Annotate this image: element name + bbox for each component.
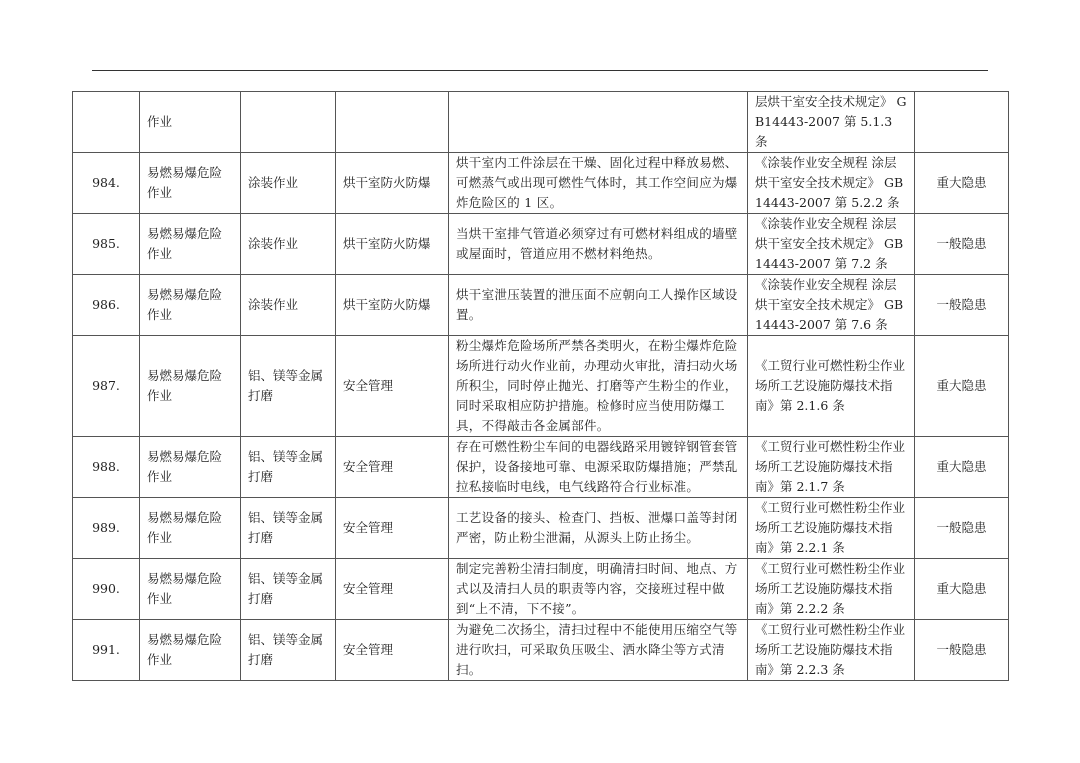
table-row — [73, 559, 1009, 620]
cell-desc: 制定完善粉尘清扫制度，明确清扫时间、地点、方式以及清扫人员的职责等内容，交接班过程中做到“上不清，下不接”。 — [449, 559, 748, 620]
cell-desc: 工艺设备的接头、检查门、挡板、泄爆口盖等封闭严密，防止粉尘泄漏，从源头上防止扬尘。 — [449, 498, 748, 559]
cell-level: 重大隐患 — [915, 336, 1009, 437]
cell-type: 铝、镁等金属打磨 — [241, 336, 336, 437]
cell-no: 991. — [73, 620, 140, 681]
cell-basis: 《涂装作业安全规程 涂层烘干室安全技术规定》 GB14443-2007 第 5.2.2 条 — [748, 153, 915, 214]
cell-no: 987. — [73, 336, 140, 437]
cell-level: 一般隐患 — [915, 275, 1009, 336]
cell-basis: 《工贸行业可燃性粉尘作业场所工艺设施防爆技术指南》第 2.2.3 条 — [748, 620, 915, 681]
cell-item: 安全管理 — [336, 437, 449, 498]
table-row — [73, 275, 1009, 336]
hazard-table — [72, 91, 1009, 681]
cell-level — [915, 92, 1009, 153]
cell-no: 985. — [73, 214, 140, 275]
cell-basis: 《涂装作业安全规程 涂层烘干室安全技术规定》 GB14443-2007 第 7.2 条 — [748, 214, 915, 275]
table-row — [73, 153, 1009, 214]
cell-no: 988. — [73, 437, 140, 498]
cell-level: 重大隐患 — [915, 559, 1009, 620]
cell-category: 易燃易爆危险作业 — [140, 498, 241, 559]
cell-item: 安全管理 — [336, 620, 449, 681]
table-row — [73, 620, 1009, 681]
cell-no — [73, 92, 140, 153]
table-row — [73, 336, 1009, 437]
table-row — [73, 214, 1009, 275]
table-row — [73, 437, 1009, 498]
cell-no: 989. — [73, 498, 140, 559]
cell-type: 涂装作业 — [241, 153, 336, 214]
cell-type: 涂装作业 — [241, 214, 336, 275]
cell-category: 易燃易爆危险作业 — [140, 153, 241, 214]
cell-type: 涂装作业 — [241, 275, 336, 336]
cell-type — [241, 92, 336, 153]
header-rule — [92, 70, 988, 71]
cell-type: 铝、镁等金属打磨 — [241, 620, 336, 681]
cell-no: 990. — [73, 559, 140, 620]
cell-no: 986. — [73, 275, 140, 336]
cell-category: 易燃易爆危险作业 — [140, 437, 241, 498]
cell-desc: 为避免二次扬尘，清扫过程中不能使用压缩空气等进行吹扫，可采取负压吸尘、洒水降尘等方式清扫。 — [449, 620, 748, 681]
cell-category: 易燃易爆危险作业 — [140, 620, 241, 681]
cell-category: 作业 — [140, 92, 241, 153]
cell-item: 安全管理 — [336, 336, 449, 437]
cell-desc: 烘干室泄压装置的泄压面不应朝向工人操作区域设置。 — [449, 275, 748, 336]
cell-level: 一般隐患 — [915, 214, 1009, 275]
cell-level: 重大隐患 — [915, 153, 1009, 214]
cell-basis: 《涂装作业安全规程 涂层烘干室安全技术规定》 GB14443-2007 第 7.6 条 — [748, 275, 915, 336]
table-row-continuation — [73, 92, 1009, 153]
cell-category: 易燃易爆危险作业 — [140, 336, 241, 437]
cell-type: 铝、镁等金属打磨 — [241, 498, 336, 559]
cell-category: 易燃易爆危险作业 — [140, 559, 241, 620]
cell-basis: 《工贸行业可燃性粉尘作业场所工艺设施防爆技术指南》第 2.2.1 条 — [748, 498, 915, 559]
cell-desc: 存在可燃性粉尘车间的电器线路采用镀锌钢管套管保护，设备接地可靠、电源采取防爆措施；严禁乱拉私接临时电线，电气线路符合行业标准。 — [449, 437, 748, 498]
cell-desc: 粉尘爆炸危险场所严禁各类明火，在粉尘爆炸危险场所进行动火作业前，办理动火审批，清扫动火场所积尘，同时停止抛光、打磨等产生粉尘的作业，同时采取相应防护措施。检修时应当使用防爆工具，不得敲击各金属部件。 — [449, 336, 748, 437]
cell-level: 重大隐患 — [915, 437, 1009, 498]
cell-level: 一般隐患 — [915, 620, 1009, 681]
cell-type: 铝、镁等金属打磨 — [241, 559, 336, 620]
cell-item: 安全管理 — [336, 498, 449, 559]
cell-desc — [449, 92, 748, 153]
cell-no: 984. — [73, 153, 140, 214]
cell-item: 安全管理 — [336, 559, 449, 620]
table-row — [73, 498, 1009, 559]
cell-basis: 层烘干室安全技术规定》 GB14443-2007 第 5.1.3 条 — [748, 92, 915, 153]
cell-basis: 《工贸行业可燃性粉尘作业场所工艺设施防爆技术指南》第 2.1.6 条 — [748, 336, 915, 437]
cell-category: 易燃易爆危险作业 — [140, 275, 241, 336]
cell-basis: 《工贸行业可燃性粉尘作业场所工艺设施防爆技术指南》第 2.1.7 条 — [748, 437, 915, 498]
cell-item: 烘干室防火防爆 — [336, 275, 449, 336]
cell-category: 易燃易爆危险作业 — [140, 214, 241, 275]
cell-level: 一般隐患 — [915, 498, 1009, 559]
cell-item — [336, 92, 449, 153]
cell-item: 烘干室防火防爆 — [336, 153, 449, 214]
cell-desc: 烘干室内工件涂层在干燥、固化过程中释放易燃、可燃蒸气或出现可燃性气体时，其工作空间应为爆炸危险区的 1 区。 — [449, 153, 748, 214]
cell-item: 烘干室防火防爆 — [336, 214, 449, 275]
cell-type: 铝、镁等金属打磨 — [241, 437, 336, 498]
cell-desc: 当烘干室排气管道必须穿过有可燃材料组成的墙壁或屋面时，管道应用不燃材料绝热。 — [449, 214, 748, 275]
cell-basis: 《工贸行业可燃性粉尘作业场所工艺设施防爆技术指南》第 2.2.2 条 — [748, 559, 915, 620]
